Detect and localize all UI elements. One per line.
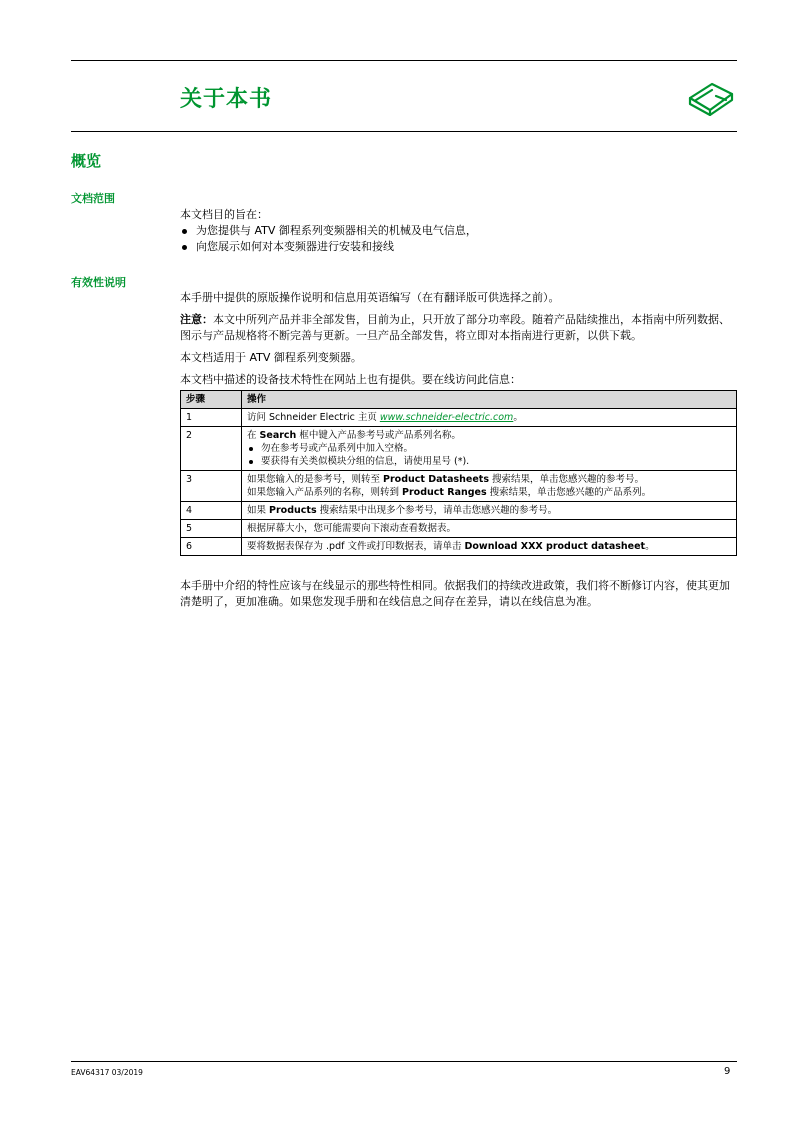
list-item: 向您展示如何对本变频器进行安装和接线 <box>180 239 740 255</box>
action-text: 搜索结果，单击您感兴趣的产品系列。 <box>486 487 652 498</box>
action-keyword: Search <box>259 430 297 441</box>
closing-paragraph: 本手册中介绍的特性应该与在线显示的那些特性相同。依据我们的持续改进政策，我们将不断修订内容，使其更加清楚明了，更加准确。如果您发现手册和在线信息之间存在差异，请以在线信息为准。 <box>180 579 730 608</box>
column-header-step: 步骤 <box>181 391 242 409</box>
list-item: 要获得有关类似模块分组的信息，请使用星号 (*). <box>247 455 731 468</box>
note-text: 本文中所列产品并非全部发售，目前为止，只开放了部分功率段。随着产品陆续推出，本指南中所列数据、图示与产品规格将不断完善与更新。一旦产品全部发售，将立即对本指南进行更新，以供下载。 <box>180 313 730 342</box>
table-row <box>181 502 737 520</box>
column-header-action: 操作 <box>242 391 737 409</box>
page-number: 9 <box>724 1066 731 1077</box>
table-row <box>181 409 737 427</box>
action-text: 在 <box>247 430 260 441</box>
action-text: 。 <box>645 541 655 552</box>
step-action <box>242 427 737 471</box>
title-rule <box>71 131 737 132</box>
table-row <box>181 538 737 556</box>
action-keyword: Product Ranges <box>402 487 487 498</box>
step-number: 6 <box>181 538 242 556</box>
action-text: 如果 <box>247 505 270 516</box>
validity-para-2: 本文档适用于 ATV 御程系列变频器。 <box>180 351 362 364</box>
note-label: 注意： <box>180 313 213 326</box>
step-action <box>242 409 737 427</box>
scope-intro: 本文档目的旨在： <box>180 208 268 221</box>
action-text: 搜索结果中出现多个参考号，请单击您感兴趣的参考号。 <box>316 505 558 516</box>
steps-table <box>180 390 737 556</box>
step-action: 根据屏幕大小，您可能需要向下滚动查看数据表。 <box>242 520 737 538</box>
action-keyword: Download XXX product datasheet <box>464 541 646 552</box>
page-title: 关于本书 <box>180 87 273 112</box>
step-action <box>242 502 737 520</box>
footer-doc-id: EAV64317 03/2019 <box>71 1068 143 1077</box>
top-rule <box>71 60 737 61</box>
step-number: 1 <box>181 409 242 427</box>
scope-body <box>180 207 740 255</box>
scope-bullet-list <box>180 223 740 255</box>
validity-body <box>180 290 740 388</box>
validity-para-3: 本文档中描述的设备技术特性在网站上也有提供。要在线访问此信息： <box>180 373 521 386</box>
book-icon <box>686 74 736 116</box>
step-number: 4 <box>181 502 242 520</box>
action-keyword: Product Datasheets <box>383 474 489 485</box>
action-text: 搜索结果，单击您感兴趣的参考号。 <box>489 474 645 485</box>
step-number: 5 <box>181 520 242 538</box>
schneider-website-link[interactable]: www.schneider-electric.com <box>379 412 514 423</box>
step-bullet-list <box>247 442 731 468</box>
action-text: 访问 Schneider Electric 主页 <box>247 412 380 423</box>
action-text: 要将数据表保存为 .pdf 文件或打印数据表，请单击 <box>247 541 465 552</box>
validity-note <box>180 312 740 344</box>
footer-rule <box>71 1061 737 1062</box>
scope-heading: 文档范围 <box>71 192 115 205</box>
step-action <box>242 538 737 556</box>
table-row <box>181 471 737 502</box>
action-text: 框中键入产品参考号或产品系列名称。 <box>296 430 461 441</box>
list-item: 为您提供与 ATV 御程系列变频器相关的机械及电气信息， <box>180 223 740 239</box>
list-item: 勿在参考号或产品系列中加入空格。 <box>247 442 731 455</box>
action-text: 。 <box>513 412 523 423</box>
step-number: 2 <box>181 427 242 471</box>
step-number: 3 <box>181 471 242 502</box>
action-text: 如果您输入产品系列的名称，则转到 <box>247 487 403 498</box>
section-heading: 概览 <box>71 152 102 170</box>
validity-para-1: 本手册中提供的原版操作说明和信息用英语编写（在有翻译版可供选择之前）。 <box>180 291 560 304</box>
table-row <box>181 427 737 471</box>
step-action <box>242 471 737 502</box>
validity-heading: 有效性说明 <box>71 276 126 289</box>
table-row <box>181 520 737 538</box>
action-keyword: Products <box>269 505 317 516</box>
action-text: 如果您输入的是参考号，则转至 <box>247 474 384 485</box>
table-header-row <box>181 391 737 409</box>
